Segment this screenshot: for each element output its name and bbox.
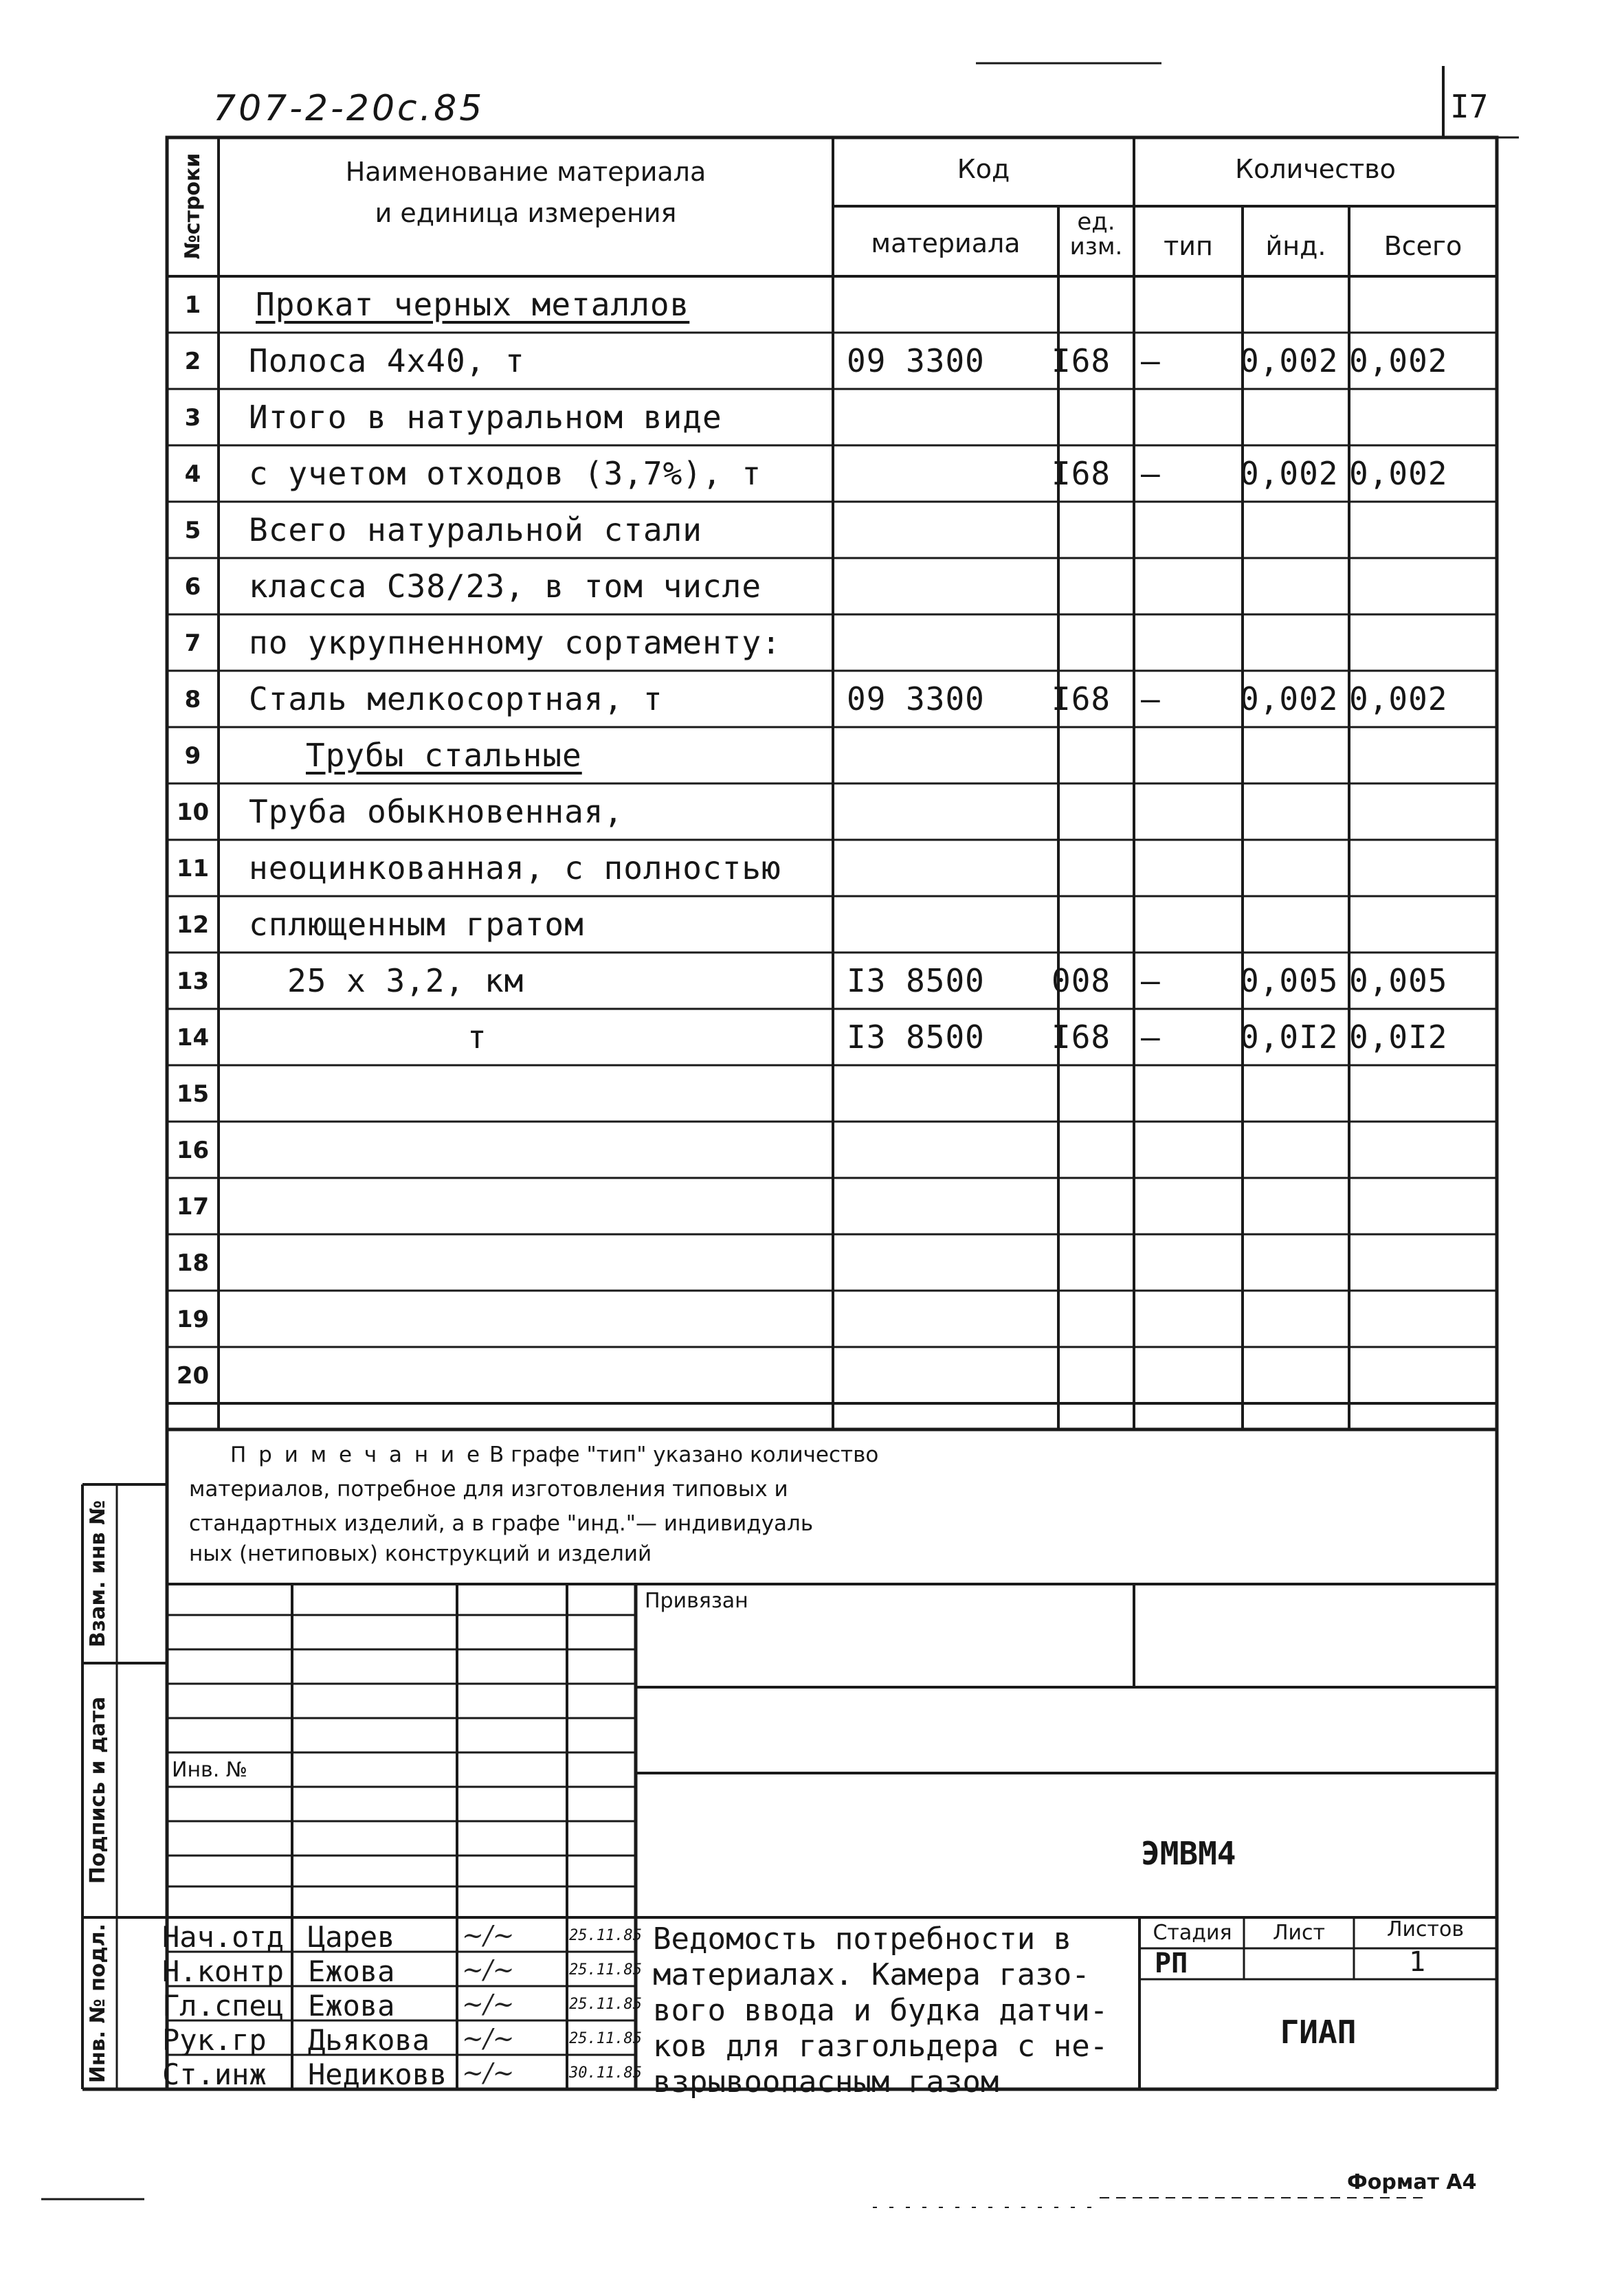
stamp-privyazan: Привязан — [645, 1589, 748, 1613]
qty-type: – — [1141, 962, 1161, 999]
row-number: 7 — [184, 630, 201, 657]
header-material-name — [219, 157, 833, 229]
document-number: 707-2-20с.85 — [213, 88, 485, 129]
row-number: 14 — [176, 1024, 210, 1051]
stamp-person-name: Дьякова — [308, 2023, 430, 2057]
row-number: 15 — [176, 1080, 210, 1108]
qty-ind: 0,002 — [1240, 455, 1339, 492]
sheet-number: I7 — [1450, 88, 1489, 125]
material-name: класса С38/23, в том числе — [249, 568, 762, 605]
header-quantity: Количество — [1235, 154, 1396, 184]
stamp-person-date: 25.11.85 — [569, 2030, 642, 2047]
qty-total: 0,002 — [1349, 680, 1448, 717]
stamp-title-line: ков для газгольдера с не- — [653, 2029, 1109, 2064]
unit-code: I68 — [1052, 342, 1111, 379]
side-label-vzam: Взам. инв № — [86, 1500, 110, 1648]
qty-type: – — [1141, 455, 1161, 492]
material-name: по укрупненному сортаменту: — [249, 624, 781, 661]
note-line4: ных (нетиповых) конструкций и изделий — [189, 1541, 652, 1566]
material-code: I3 8500 — [847, 1018, 985, 1056]
material-code: I3 8500 — [847, 962, 985, 999]
stamp-code: ЭМВМ4 — [1141, 1835, 1236, 1872]
qty-ind: 0,0I2 — [1240, 1018, 1339, 1056]
stamp-title — [653, 1922, 1108, 2100]
header-code-unit-line1: ед. — [1077, 208, 1115, 236]
row-number: 3 — [184, 404, 201, 432]
stamp-person-role: Нач.отд — [162, 1920, 285, 1954]
material-name: Всего натуральной стали — [249, 511, 702, 548]
stamp-person-date: 25.11.85 — [569, 1927, 642, 1944]
header-row-number: №строки — [181, 153, 205, 260]
material-name: Итого в натуральном виде — [249, 399, 722, 436]
row-number: 16 — [176, 1137, 210, 1164]
stamp-stage-label: Стадия — [1153, 1921, 1232, 1945]
header-qty-ind: йнд. — [1265, 231, 1326, 261]
qty-ind: 0,005 — [1240, 962, 1339, 999]
qty-type: – — [1141, 342, 1161, 379]
material-name: Трубы стальные — [306, 737, 582, 774]
stamp-person-role: Ст.инж — [162, 2058, 267, 2091]
stamp-person-role: Рук.гр — [162, 2023, 267, 2057]
row-number: 2 — [184, 348, 201, 375]
row-number: 12 — [176, 911, 210, 939]
stamp-sheets-label: Листов — [1386, 1917, 1465, 1941]
stamp-person-role: Гл.спец — [162, 1989, 285, 2023]
stamp-title-line: материалах. Камера газо- — [653, 1957, 1090, 1992]
row-number: 5 — [184, 517, 201, 544]
signature-mark: ~/~ — [462, 1989, 515, 2019]
side-label-podpis: Подпись и дата — [86, 1696, 110, 1884]
note-line1-text: В графе "тип" указано количество — [489, 1443, 879, 1467]
signature-mark: ~/~ — [462, 1920, 515, 1950]
material-code: 09 3300 — [847, 342, 985, 379]
row-number: 4 — [184, 460, 201, 488]
stamp-person-date: 25.11.85 — [569, 1996, 642, 2013]
stamp-sheets-value: 1 — [1409, 1946, 1426, 1978]
unit-code: I68 — [1052, 680, 1111, 717]
material-name: с учетом отходов (3,7%), т — [249, 455, 762, 492]
row-number: 9 — [184, 742, 201, 770]
header-code-unit-line2: изм. — [1069, 232, 1123, 260]
stamp-person-role: Н.контр — [162, 1954, 285, 1988]
stamp-person-date: 30.11.85 — [569, 2064, 642, 2082]
note-label: П р и м е ч а н и е — [230, 1443, 483, 1467]
stamp-inv-no: Инв. № — [172, 1758, 248, 1782]
qty-total: 0,002 — [1349, 455, 1448, 492]
stamp-person-date: 25.11.85 — [569, 1961, 642, 1979]
material-name: Полоса 4x40, т — [249, 342, 525, 379]
note-line3: стандартных изделий, а в графе "инд."— индивидуаль — [189, 1511, 814, 1536]
stamp-title-line: взрывоопасным газом — [653, 2064, 999, 2100]
material-name: сплющенным гратом — [249, 906, 584, 943]
row-number: 20 — [176, 1362, 210, 1390]
header-material-name-line1: Наименование материала — [345, 157, 707, 187]
header-code: Код — [957, 154, 1010, 184]
stamp-person-name: Царев — [308, 1920, 395, 1954]
row-number: 17 — [176, 1193, 210, 1221]
row-number: 13 — [176, 968, 210, 995]
row-number: 19 — [176, 1306, 210, 1333]
note-block — [189, 1438, 878, 1567]
note-line2: материалов, потребное для изготовления типовых и — [189, 1477, 788, 1502]
qty-total: 0,002 — [1349, 342, 1448, 379]
row-number: 11 — [176, 855, 210, 882]
qty-ind: 0,002 — [1240, 680, 1339, 717]
material-name: Прокат черных металлов — [256, 286, 690, 323]
qty-total: 0,0I2 — [1349, 1018, 1448, 1056]
header-qty-type: тип — [1164, 231, 1213, 261]
note-line1 — [189, 1438, 878, 1472]
material-name: Труба обыкновенная, — [249, 793, 624, 830]
stamp-stage-value: РП — [1155, 1948, 1188, 1979]
material-code: 09 3300 — [847, 680, 985, 717]
stamp-title-line: вого ввода и будка датчи- — [653, 1993, 1109, 2028]
side-label-inv-podl: Инв. № подл. — [86, 1923, 110, 2084]
header-material-name-line2: и единица измерения — [375, 197, 677, 228]
material-name: т — [467, 1018, 487, 1056]
qty-type: – — [1141, 1018, 1161, 1056]
row-number: 1 — [184, 291, 201, 319]
signature-mark: ~/~ — [462, 2023, 515, 2053]
stamp-person-name: Ежова — [308, 1989, 395, 2023]
unit-code: I68 — [1052, 455, 1111, 492]
stamp-title-line: Ведомость потребности в — [653, 1922, 1072, 1957]
row-number: 8 — [184, 686, 201, 713]
header-code-unit — [1058, 210, 1134, 259]
signature-mark: ~/~ — [462, 1954, 515, 1985]
stamp-org: ГИАП — [1280, 2014, 1357, 2051]
stamp-person-name: Ежова — [308, 1954, 395, 1988]
material-name: 25 x 3,2, км — [287, 962, 524, 999]
row-number: 6 — [184, 573, 201, 601]
stamp-person-name: Недиковв — [308, 2058, 447, 2091]
unit-code: 008 — [1052, 962, 1111, 999]
material-name: Сталь мелкосортная, т — [249, 680, 663, 717]
unit-code: I68 — [1052, 1018, 1111, 1056]
qty-type: – — [1141, 680, 1161, 717]
row-number: 18 — [176, 1249, 210, 1277]
qty-ind: 0,002 — [1240, 342, 1339, 379]
material-name: неоцинкованная, с полностью — [249, 849, 781, 887]
row-number: 10 — [176, 799, 210, 826]
format-label: Формат А4 — [1347, 2170, 1477, 2194]
stamp-sheet-label: Лист — [1272, 1921, 1326, 1945]
qty-total: 0,005 — [1349, 962, 1448, 999]
header-code-material: материала — [871, 228, 1021, 258]
header-qty-total: Всего — [1383, 231, 1462, 261]
signature-mark: ~/~ — [462, 2058, 515, 2088]
